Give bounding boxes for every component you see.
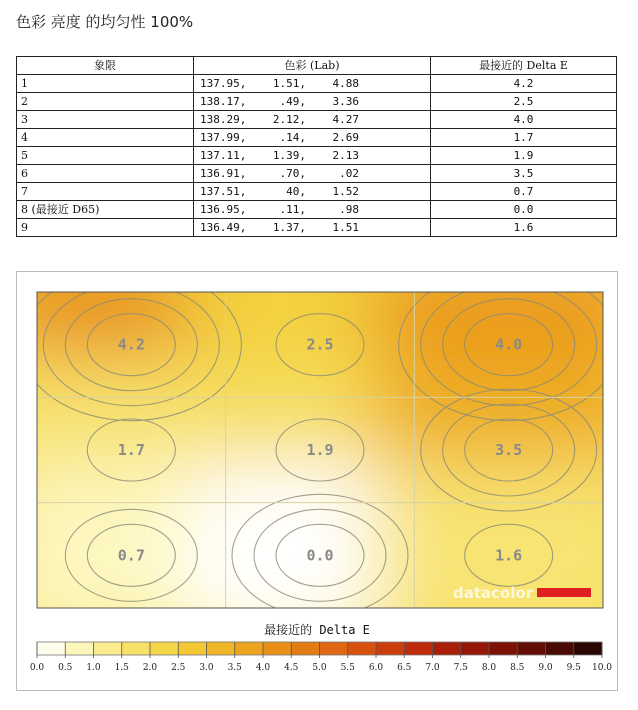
table-header-row [17, 57, 617, 75]
cell-value-label: 0.7 [117, 546, 145, 565]
results-table [16, 56, 617, 237]
scale-swatch [546, 642, 575, 655]
lab-cell: 137.51, 40, 1.52 [194, 183, 431, 201]
scale-swatch [65, 642, 94, 655]
scale-swatch [489, 642, 518, 655]
quadrant-cell: 3 [17, 111, 194, 129]
scale-tick-label: 6.5 [397, 663, 412, 673]
cell-value-label: 4.0 [495, 335, 523, 354]
cell-value-label: 4.2 [117, 335, 145, 354]
scale-swatch [574, 642, 603, 655]
quadrant-cell: 8 (最接近 D65) [17, 201, 194, 219]
scale-tick-label: 1.5 [114, 663, 129, 673]
quadrant-cell: 2 [17, 93, 194, 111]
scale-swatch [178, 642, 207, 655]
page-title: 色彩 亮度 的均匀性 100% [16, 13, 194, 31]
scale-tick-label: 1.0 [86, 663, 101, 673]
quadrant-cell: 1 [17, 75, 194, 93]
scale-label: 最接近的 Delta E [264, 623, 370, 637]
table-row [17, 147, 617, 165]
scale-tick-label: 8.0 [481, 663, 497, 673]
quadrant-cell: 7 [17, 183, 194, 201]
table-row [17, 75, 617, 93]
scale-tick-label: 9.0 [538, 663, 553, 673]
delta-e-cell: 2.5 [431, 93, 617, 111]
color-scale [30, 622, 612, 673]
delta-e-cell: 1.7 [431, 129, 617, 147]
scale-tick-label: 7.0 [425, 663, 440, 673]
header-quadrant: 象限 [17, 57, 194, 75]
cell-value-label: 3.5 [495, 441, 523, 459]
scale-tick-label: 3.5 [227, 663, 242, 673]
datacolor-watermark: datacolor [453, 584, 534, 602]
scale-swatch [320, 642, 349, 655]
heatmap-svg [17, 272, 617, 690]
uniformity-chart [16, 271, 618, 691]
heatmap-plot-area [17, 272, 617, 648]
delta-e-cell: 4.2 [431, 75, 617, 93]
scale-swatch [517, 642, 546, 655]
table-row [17, 219, 617, 237]
scale-swatch [37, 642, 66, 655]
table-row [17, 129, 617, 147]
scale-swatch [433, 642, 462, 655]
delta-e-cell: 1.6 [431, 219, 617, 237]
watermark-bar [537, 588, 591, 597]
scale-swatch [291, 642, 320, 655]
lab-cell: 137.99, .14, 2.69 [194, 129, 431, 147]
scale-swatch [235, 642, 264, 655]
quadrant-cell: 9 [17, 219, 194, 237]
lab-cell: 138.29, 2.12, 4.27 [194, 111, 431, 129]
table-row [17, 201, 617, 219]
delta-e-cell: 0.7 [431, 183, 617, 201]
scale-tick-label: 9.5 [566, 663, 581, 673]
scale-swatch [122, 642, 151, 655]
lab-cell: 136.91, .70, .02 [194, 165, 431, 183]
scale-swatch [207, 642, 236, 655]
scale-swatch [376, 642, 405, 655]
scale-swatch [404, 642, 433, 655]
cell-value-label: 1.7 [117, 441, 145, 459]
scale-tick-label: 0.5 [58, 663, 73, 673]
scale-tick-label: 8.5 [510, 663, 525, 673]
scale-tick-label: 5.5 [340, 663, 355, 673]
lab-cell: 137.95, 1.51, 4.88 [194, 75, 431, 93]
lab-cell: 136.49, 1.37, 1.51 [194, 219, 431, 237]
quadrant-cell: 6 [17, 165, 194, 183]
scale-tick-label: 7.5 [453, 663, 468, 673]
table-row [17, 165, 617, 183]
quadrant-cell: 5 [17, 147, 194, 165]
scale-swatch [348, 642, 377, 655]
quadrant-cell: 4 [17, 129, 194, 147]
scale-tick-label: 2.0 [142, 663, 158, 673]
scale-swatch [150, 642, 179, 655]
header-delta-e: 最接近的 Delta E [431, 57, 617, 75]
cell-value-label: 1.6 [495, 546, 523, 565]
table-row [17, 93, 617, 111]
table-row [17, 111, 617, 129]
scale-tick-label: 4.0 [255, 663, 271, 673]
scale-swatch [94, 642, 123, 655]
delta-e-cell: 4.0 [431, 111, 617, 129]
delta-e-cell: 3.5 [431, 165, 617, 183]
table-row [17, 183, 617, 201]
lab-cell: 136.95, .11, .98 [194, 201, 431, 219]
scale-tick-label: 4.5 [284, 663, 299, 673]
scale-swatch [461, 642, 490, 655]
header-lab: 色彩 (Lab) [194, 57, 431, 75]
cell-value-label: 1.9 [306, 441, 334, 459]
cell-value-label: 0.0 [306, 546, 334, 565]
table-body [17, 75, 617, 237]
scale-tick-label: 10.0 [591, 663, 613, 673]
scale-tick-label: 2.5 [171, 663, 186, 673]
delta-e-cell: 1.9 [431, 147, 617, 165]
scale-tick-label: 5.0 [312, 663, 327, 673]
cell-value-label: 2.5 [306, 335, 334, 354]
scale-swatch [263, 642, 292, 655]
scale-tick-label: 6.0 [368, 663, 384, 673]
scale-tick-label: 3.0 [199, 663, 214, 673]
lab-cell: 137.11, 1.39, 2.13 [194, 147, 431, 165]
scale-tick-label: 0.0 [29, 663, 45, 673]
delta-e-cell: 0.0 [431, 201, 617, 219]
lab-cell: 138.17, .49, 3.36 [194, 93, 431, 111]
